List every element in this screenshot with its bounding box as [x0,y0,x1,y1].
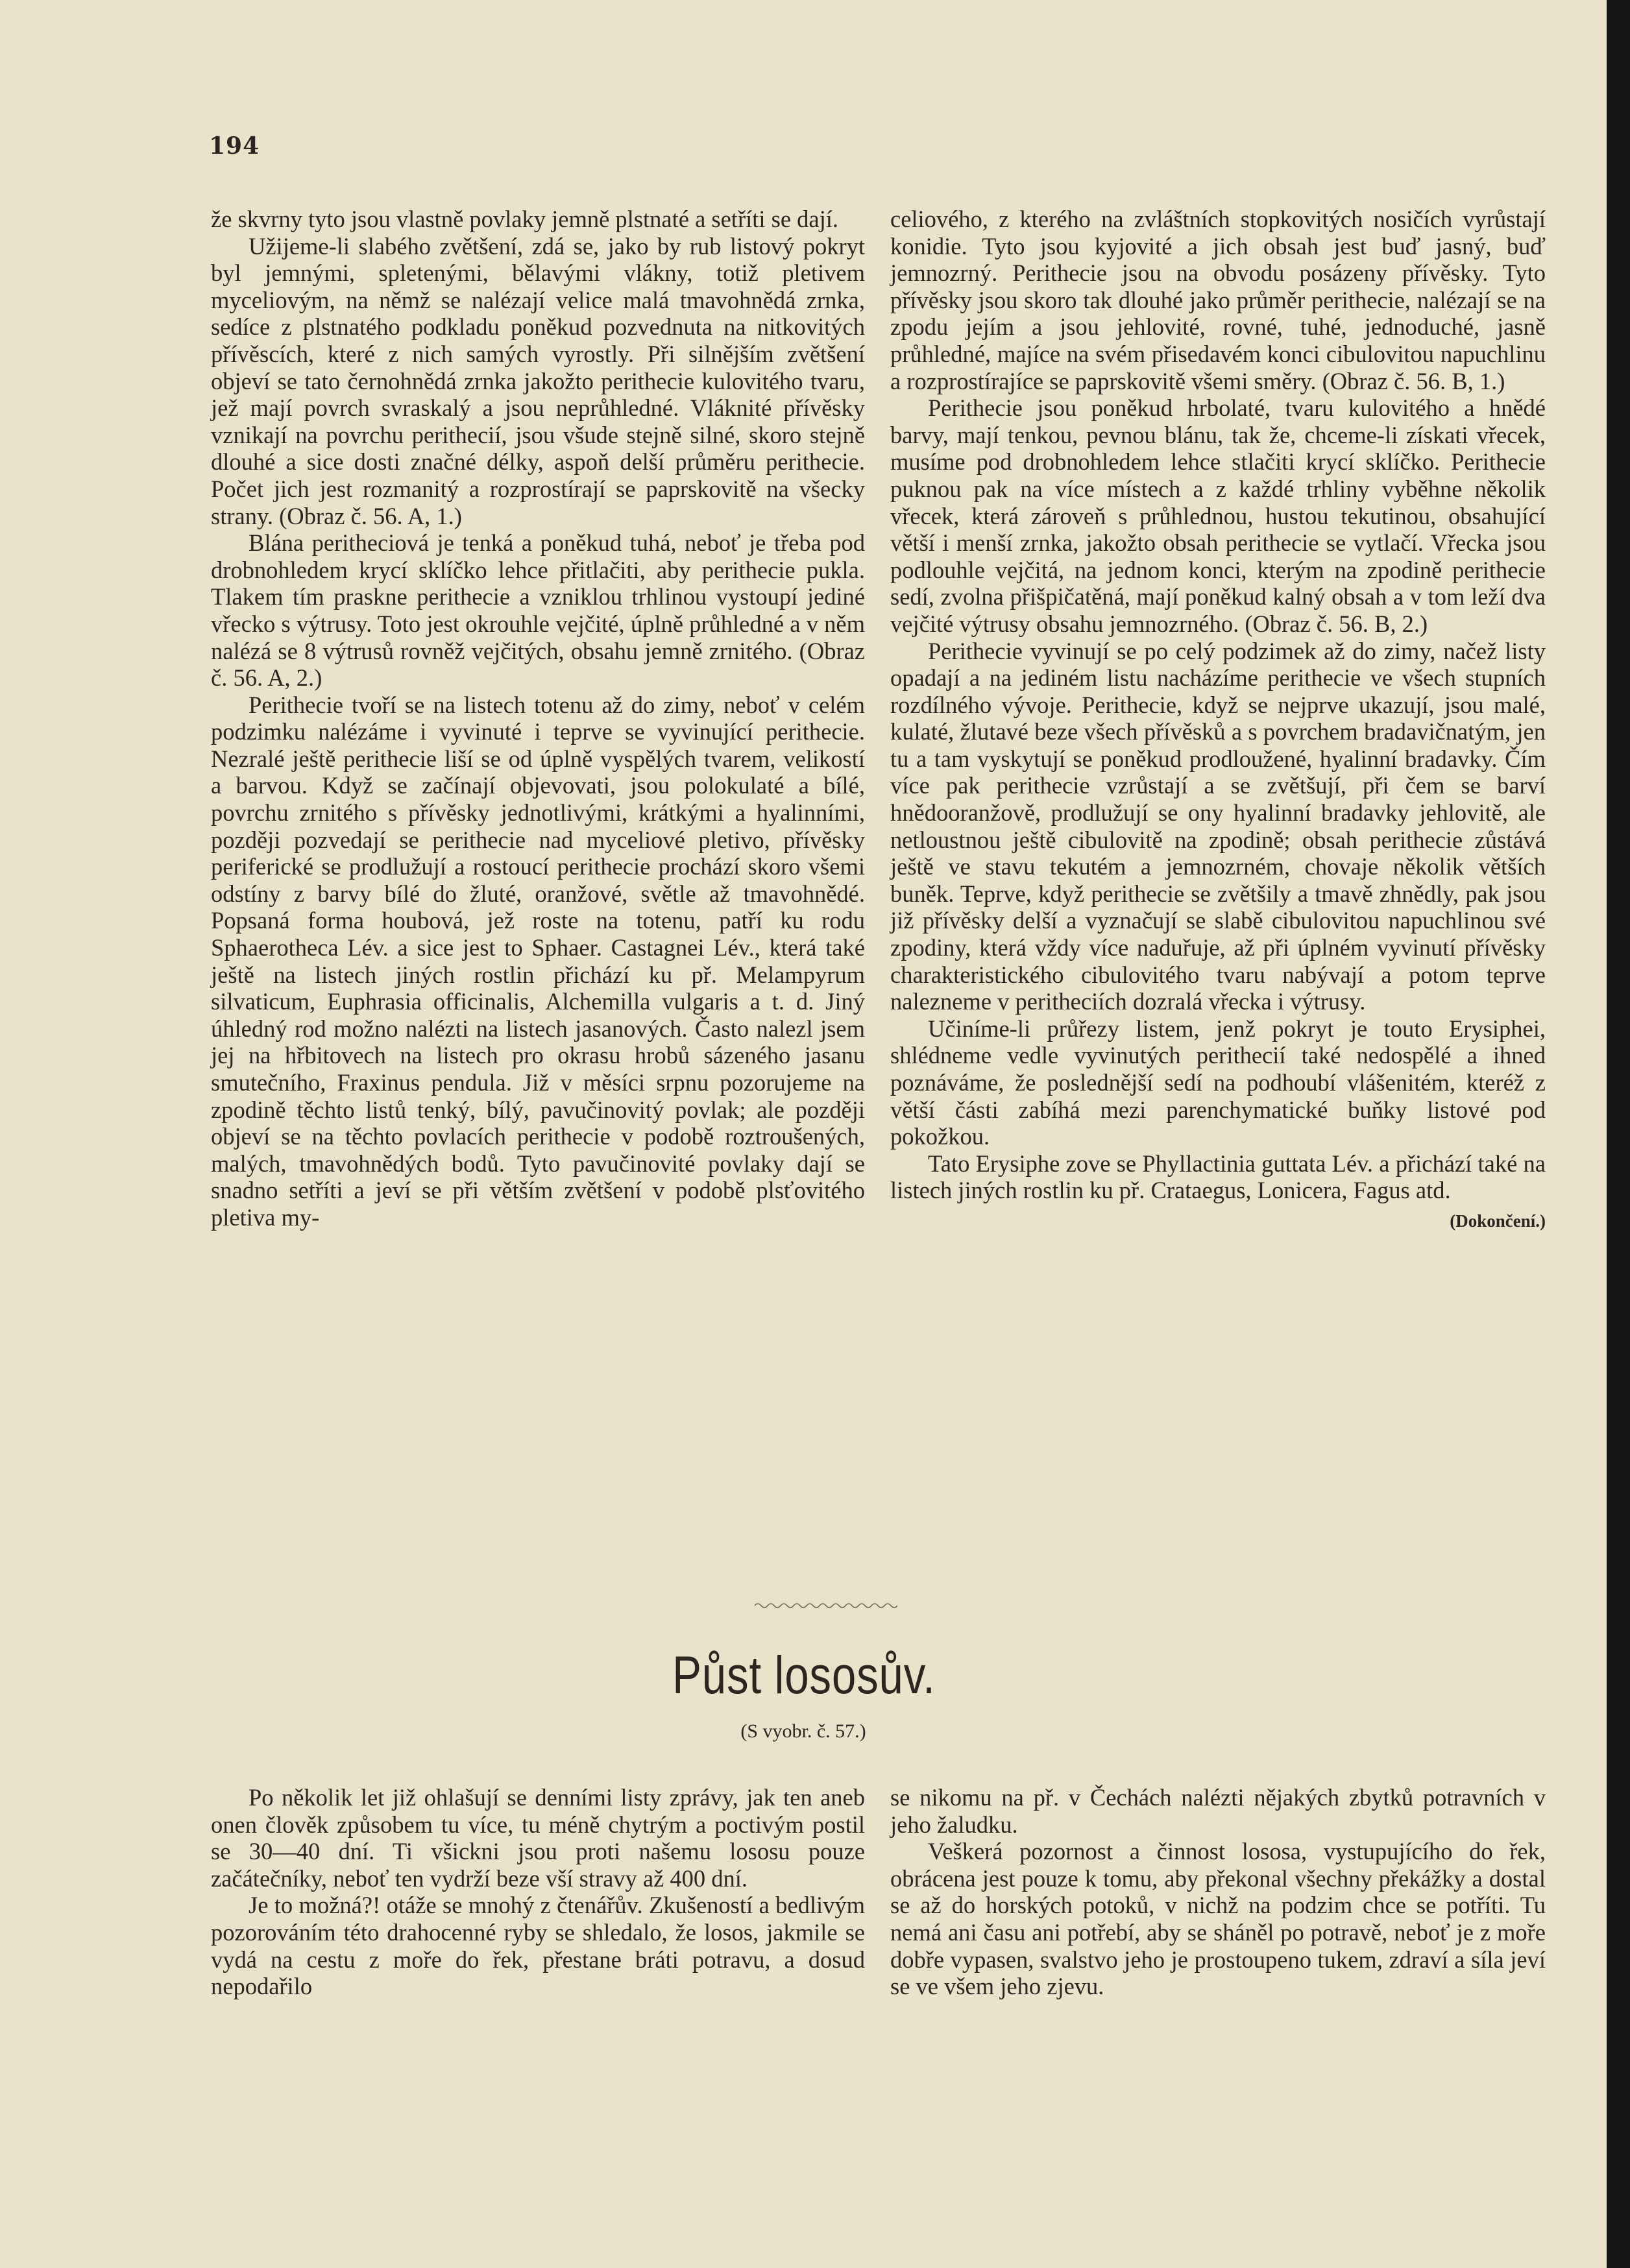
continuation-note: (Dokončení.) [1450,1211,1546,1231]
page-number: 194 [209,132,260,160]
paragraph: Užijeme-li slabého zvětšení, zdá se, jako by rub listový pokryt byl jemnými, spletenými, bělavými vlákny, totiž pletivem myceliovým, na němž se nalézají velice malá tmavohnědá zrnka, sedíce z plstnatého podkladu poněkud pozvednuta na nitkovitých přívěscích, které z nich samých vyrostly. Při silnějším zvětšení objeví se tato černohnědá zrnka jakožto perithecie kulovitého tvaru, jež mají povrch svraskalý a jsou neprůhledné. Vláknité přívěsky vznikají na povrchu perithecií, jsou všude stejně silné, skoro stejně dlouhé a sice dosti značné délky, aspoň delší průměru perithecie. Počet jich jest rozmanitý a rozprostírají se paprskovitě na všecky strany. (Obraz č. 56. A, 1.) [211,232,865,529]
paragraph: Učiníme-li průřezy listem, jenž pokryt je touto Erysiphei, shlédneme vedle vyvinutých perithecií také nedospělé a ihned poznáváme, že poslednější sedí na podhoubí vlášenitém, kteréž z větší části zabíhá mezi parenchymatické buňky listové pod pokožkou. [890,1015,1546,1150]
paragraph: Je to možná?! otáže se mnohý z čtenářův. Zkušeností a bedlivým pozorováním této drahocenné ryby se shledalo, že losos, jakmile se vydá na cestu z moře do řek, přestane bráti potravu, a dosud nepodařilo [211,1892,865,2000]
paragraph: Tato Erysiphe zove se Phyllactinia guttata Lév. a přichází také na listech jiných rostlin ku př. Crataegus, Lonicera, Fagus atd. [890,1150,1546,1204]
paragraph: celiového, z kterého na zvláštních stopkovitých nosičích vyrůstají konidie. Tyto jsou kyjovité a jich obsah jest buď jasný, buď jemnozrný. Perithecie jsou na obvodu posázeny přívěsky. Tyto přívěsky jsou skoro tak dlouhé jako průměr perithecie, nalézají se na zpodu jejím a jsou jehlovité, rovné, tuhé, jednoduché, jasně průhledné, majíce na svém přisedavém konci cibulovitou napuchlinu a rozprostírajíce se paprskovitě všemi směry. (Obraz č. 56. B, 1.) [890,206,1546,394]
article1-left-column [211,206,865,1231]
paragraph: Blána peritheciová je tenká a poněkud tuhá, neboť je třeba pod drobnohledem krycí sklíčko lehce přitlačiti, aby perithecie pukla. Tlakem tím praskne perithecie a vzniklou trhlinou vystoupí jediné vřecko s výtrusy. Toto jest okrouhle vejčité, úplně průhledné a v něm nalézá se 8 výtrusů rovněž vejčitých, obsahu jemně zrnitého. (Obraz č. 56. A, 2.) [211,529,865,692]
paragraph: Perithecie tvoří se na listech totenu až do zimy, neboť v celém podzimku nalézáme i vyvinuté i teprve se vyvinující perithecie. Nezralé ještě perithecie liší se od úplně vyspělých tvarem, velikostí a barvou. Když se začínají objevovati, jsou polokulaté a bílé, povrchu zrnitého s přívěsky jednotlivými, krátkými a hyalinními, později pozvedají se perithecie nad myceliové pletivo, přívěsky periferické se prodlužují a rostoucí perithecie prochází skoro všemi odstíny z barvy bílé do žluté, oranžové, světle až tmavohnědé. Popsaná forma houbová, jež roste na totenu, patří ku rodu Sphaerotheca Lév. a sice jest to Sphaer. Castagnei Lév., která také ještě na listech jiných rostlin přichází ku př. Melampyrum silvaticum, Euphrasia officinalis, Alchemilla vulgaris a t. d. Jiný úhledný rod možno nalézti na listech jasanových. Často nalezl jsem jej na hřbitovech na listech pro okrasu hrobů sázeného jasanu smutečního, Fraxinus pendula. Již v měsíci srpnu pozorujeme na zpodině těchto listů tenký, bílý, pavučinovitý povlak; ale později objeví se na těchto povlacích perithecie v podobě roztroušených, malých, tmavohnědých bodů. Tyto pavučinovité povlaky dají se snadno setříti a jeví se při větším zvětšení v podobě plsťovitého pletiva my- [211,691,865,1231]
article-subtitle: (S vyobr. č. 57.) [740,1720,866,1742]
article-title: Půst lososův. [672,1646,936,1705]
paragraph: Veškerá pozornost a činnost lososa, vystupujícího do řek, obrácena jest pouze k tomu, aby překonal všechny překážky a dostal se až do horských potoků, v nichž na podzim chce se potříti. Tu nemá ani času ani potřebí, aby se sháněl po potravě, neboť je z moře dobře vypasen, svalstvo jeho je prostoupeno tukem, zdraví a síla jeví se ve všem jeho zjevu. [890,1838,1546,2000]
scan-edge [1607,0,1630,2268]
paragraph: že skvrny tyto jsou vlastně povlaky jemně plstnaté a setříti se dají. [211,206,839,232]
article2-left-column [211,1784,865,2000]
paragraph: Perithecie jsou poněkud hrbolaté, tvaru kulovitého a hnědé barvy, mají tenkou, pevnou blánu, tak že, chceme-li získati vřecek, musíme pod drobnohledem lehce stlačiti krycí sklíčko. Perithecie puknou pak na více místech a z každé trhliny vyběhne několik vřecek, která zároveň s průhlednou, hustou tekutinou, obsahující větší i menší zrnka, jakožto obsah perithecie se vytlačí. Vřecka jsou podlouhle vejčitá, na jednom konci, kterým na zpodině perithecie sedí, zvolna přišpičatěná, mají poněkud kalný obsah a v tom leží dva vejčité výtrusy obsahu jemnozrného. (Obraz č. 56. B, 2.) [890,394,1546,637]
article2-right-column [890,1784,1546,2000]
paragraph: Po několik let již ohlašují se denními listy zprávy, jak ten aneb onen člověk způsobem tu více, tu méně chytrým a poctivým postil se 30—40 dní. Ti všickni jsou proti našemu lososu pouze začátečníky, neboť ten vydrží beze vší stravy až 400 dní. [211,1784,865,1892]
paragraph: Perithecie vyvinují se po celý podzimek až do zimy, načež listy opadají a na jediném listu nacházíme perithecie ve všech stupních rozdílného vývoje. Perithecie, když se nejprve ukazují, jsou malé, kulaté, žlutavé beze všech přívěsků a s povrchem bradavičnatým, jen tu a tam vyskytují se poněkud prodloužené, hyalinní bradavky. Čím více pak perithecie vzrůstají a se zvětšují, při čem se barví hnědooranžově, prodlužují se ony hyalinní bradavky jehlovitě, ale netloustnou ještě cibulovitě na zpodině; obsah perithecie zůstává ještě ve stavu tekutém a jemnozrném, chovaje několik větších buněk. Teprve, když perithecie se zvětšily a tmavě zhnědly, pak jsou již přívěsky delší a vyznačují se slabě cibulovitou napuchlinou své zpodiny, která vždy více naduřuje, až při úplném vyvinutí přívěsky charakteristického cibulovitého tvaru nabývají a potom teprve nalezneme v peritheciích dozralá vřecka i výtrusy. [890,637,1546,1015]
wavy-divider [755,1601,897,1610]
article1-right-column [890,206,1546,1235]
paragraph: se nikomu na př. v Čechách nalézti nějakých zbytků potravních v jeho žaludku. [890,1784,1546,1838]
